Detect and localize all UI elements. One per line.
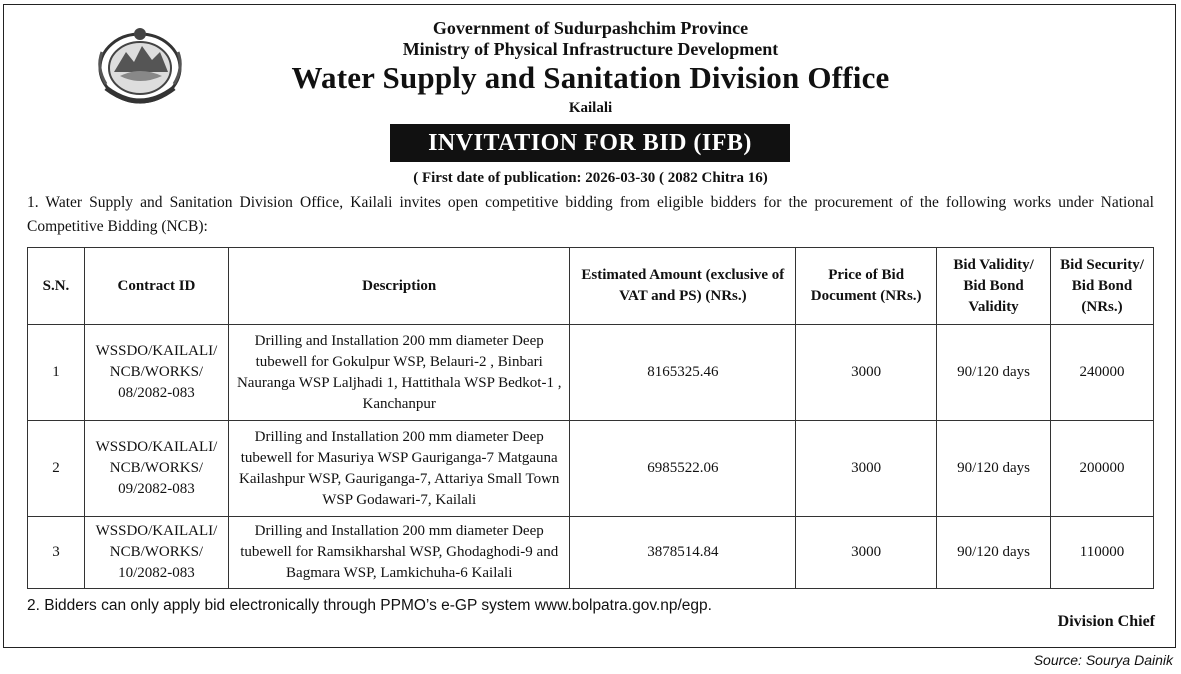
office-location: Kailali [568, 100, 613, 116]
cell-sn: 2 [28, 421, 85, 517]
cell-bid-validity: 90/120 days [937, 421, 1051, 517]
header-contract-id: Contract ID [84, 248, 228, 325]
cell-bid-security: 110000 [1051, 517, 1154, 589]
publication-date: ( First date of publication: 2026-03-30 ( 2082 Chitra 16) [413, 170, 768, 186]
signatory: Division Chief [1057, 613, 1155, 630]
header-description: Description [228, 248, 570, 325]
cell-bid-security: 240000 [1051, 325, 1154, 421]
cell-sn: 3 [28, 517, 85, 589]
table-header-row [28, 248, 1154, 325]
table-row [28, 517, 1154, 589]
bid-table [27, 247, 1154, 589]
cell-description: Drilling and Installation 200 mm diameter Deep tubewell for Ramsikharshal WSP, Ghodaghodi-9 and Bagmara WSP, Lamkichuha-6 Kailali [228, 517, 570, 589]
cell-price-bid-document: 3000 [796, 421, 937, 517]
cell-bid-validity: 90/120 days [937, 517, 1051, 589]
cell-estimated-amount: 6985522.06 [570, 421, 796, 517]
bidding-instruction: 2. Bidders can only apply bid electronically through PPMO’s e-GP system www.bolpatra.gov.np/egp. [27, 597, 712, 614]
table-row [28, 325, 1154, 421]
notice-title-banner: INVITATION FOR BID (IFB) [390, 124, 790, 162]
header-estimated-amount: Estimated Amount (exclusive of VAT and PS) (NRs.) [570, 248, 796, 325]
government-name: Government of Sudurpashchim Province [432, 18, 749, 38]
cell-description: Drilling and Installation 200 mm diameter Deep tubewell for Gokulpur WSP, Belauri-2 , Binbari Nauranga WSP Laljhadi 1, Hattithala WSP Bedkot-1 , Kanchanpur [228, 325, 570, 421]
cell-price-bid-document: 3000 [796, 325, 937, 421]
cell-contract-id: WSSDO/KAILALI/ NCB/WORKS/ 08/2082-083 [84, 325, 228, 421]
cell-bid-security: 200000 [1051, 421, 1154, 517]
cell-contract-id: WSSDO/KAILALI/ NCB/WORKS/ 10/2082-083 [84, 517, 228, 589]
cell-estimated-amount: 3878514.84 [570, 517, 796, 589]
cell-description: Drilling and Installation 200 mm diameter Deep tubewell for Masuriya WSP Gauriganga-7 Matgauna Kailashpur WSP, Gauriganga-7, Attariya Small Town WSP Godawari-7, Kailali [228, 421, 570, 517]
cell-estimated-amount: 8165325.46 [570, 325, 796, 421]
table-row [28, 421, 1154, 517]
header-price-bid-document: Price of Bid Document (NRs.) [796, 248, 937, 325]
cell-sn: 1 [28, 325, 85, 421]
cell-contract-id: WSSDO/KAILALI/ NCB/WORKS/ 09/2082-083 [84, 421, 228, 517]
office-name: Water Supply and Sanitation Division Office [291, 60, 890, 95]
header-bid-security: Bid Security/ Bid Bond (NRs.) [1051, 248, 1154, 325]
cell-price-bid-document: 3000 [796, 517, 937, 589]
intro-paragraph: 1. Water Supply and Sanitation Division Office, Kailali invites open competitive bidding from eligible bidders for the procurement of the following works under National Competitive Bidding (NCB): [27, 194, 1154, 235]
cell-bid-validity: 90/120 days [937, 325, 1051, 421]
header-sn: S.N. [28, 248, 85, 325]
header-bid-validity: Bid Validity/ Bid Bond Validity [937, 248, 1051, 325]
ministry-name: Ministry of Physical Infrastructure Development [402, 39, 779, 59]
source-credit: Source: Sourya Dainik [1033, 652, 1173, 668]
